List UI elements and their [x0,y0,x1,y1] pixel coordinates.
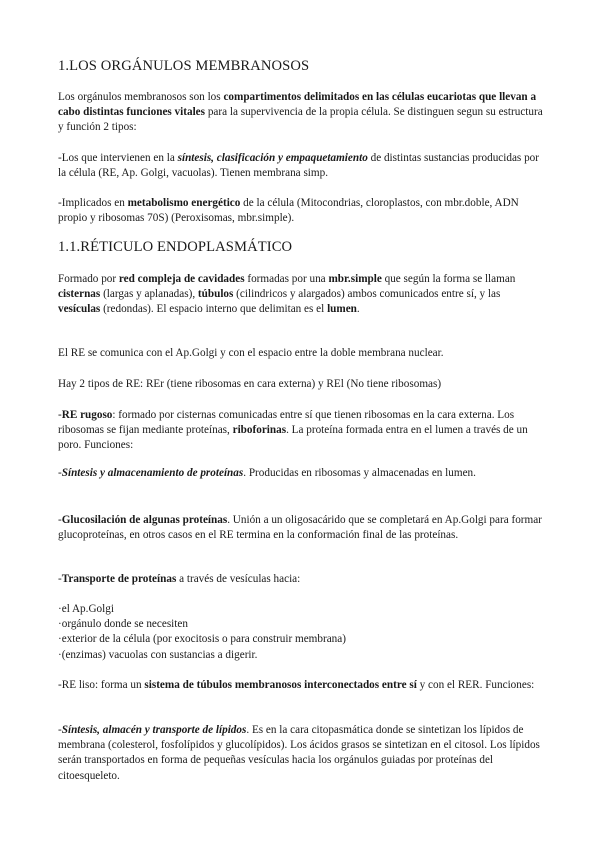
text-run: - [58,724,62,736]
bold-term: túbulos [197,288,234,301]
text-run: -Los que intervienen en la [58,152,178,164]
bold-term: sistema de túbulos membranosos interconectados entre sí [144,679,417,691]
text-run: para la supervivencia de la propia célula. Se distinguen segun su estructura y función 2 tipos: [58,106,543,134]
function-lipids-paragraph [58,723,544,784]
bold-term: cisternas [58,288,101,301]
bold-term: Transporte de proteínas [61,573,177,585]
rer-paragraph [58,408,544,454]
subsection-title: 1.1.RÉTICULO ENDOPLASMÁTICO [58,239,293,255]
bold-term: RE rugoso [61,409,113,421]
list-item: ·exterior de la célula (por exocitosis o para construir membrana) [58,633,346,646]
function-transport-paragraph [58,572,544,587]
bold-term: Síntesis, almacén y transporte de lípidos [61,724,247,736]
text-run: - [58,467,62,479]
type2-paragraph [58,196,544,226]
text-run: - [58,573,62,585]
text-run: - [58,409,62,421]
bold-term: Síntesis y almacenamiento de proteínas [61,467,244,479]
bold-term: compartimentos delimitados en las células eucariotas que llevan a cabo distintas funciones vitales [58,91,537,119]
re-connection-paragraph: El RE se comunica con el Ap.Golgi y con el espacio entre la doble membrana nuclear. [58,347,444,359]
text-run: : formado por cisternas comunicadas entre sí que tienen ribosomas en la cara externa. Los ribosomas se fijan mediante proteínas, [58,409,515,437]
text-run: Los orgánulos membranosos son los [58,91,224,103]
text-run: . Producidas en ribosomas y almacenadas en lumen. [243,467,476,479]
bold-term: Glucosilación de algunas proteínas [61,514,228,526]
text-run: de distintas sustancias producidas por la célula (RE, Ap. Golgi, vacuolas). Tienen membrana simp. [58,152,539,180]
text-run: . [356,303,360,316]
text-run: . Es en la cara citopasmática donde se sintetizan los lípidos de membrana (colesterol, fosfolípidos y glucolípidos). Los ácidos grasos se sintetizan en el citosol. Los lípidos serán transportados en forma de pequeñas vesículas hacia los orgánulos guiadas por proteínas del citoesqueleto. [58,724,540,782]
section-title: 1.LOS ORGÁNULOS MEMBRANOSOS [58,58,310,74]
function-glycosylation-paragraph [58,513,544,543]
bold-term: riboforinas [232,424,287,437]
text-run: (largas y aplanadas), [100,288,198,301]
type1-paragraph [58,151,544,181]
text-run: -RE liso: forma un [58,679,145,691]
function-synthesis-paragraph [58,466,544,481]
text-run: Formado por [58,273,119,285]
text-run: -Implicados en [58,197,128,209]
bold-term: síntesis, clasificación y empaquetamiento [177,152,368,164]
text-run: . Unión a un oligosacárido que se completará en Ap.Golgi para formar glucoproteínas, en otros casos en el RE termina en la conformación final de las proteínas. [58,514,542,542]
list-item: ·orgánulo donde se necesiten [58,618,188,631]
text-run: (cilindricos y alargados) ambos comunicados entre sí, y las [233,288,501,301]
bold-term: red compleja de cavidades [118,273,245,285]
text-run: de la célula (Mitocondrias, cloroplastos, con mbr.doble, ADN propio y ribosomas 70S) (Peroxisomas, mbr.simple). [58,197,519,225]
re-description-paragraph [58,272,544,318]
rel-paragraph [58,678,544,693]
text-run: - [58,514,62,526]
text-run: que según la forma se llaman [381,273,516,285]
bold-term: mbr.simple [328,273,382,285]
re-types-paragraph: Hay 2 tipos de RE: REr (tiene ribosomas en cara externa) y REl (No tiene ribosomas) [58,378,442,390]
list-item: ·(enzimas) vacuolas con sustancias a digerir. [58,648,258,661]
bold-term: lumen [327,303,357,316]
list-item: ·el Ap.Golgi [58,603,114,615]
bold-term: vesículas [58,303,101,316]
intro-paragraph [58,90,544,136]
text-run: y con el RER. Funciones: [416,679,535,691]
text-run: . La proteína formada entra en el lumen a través de un poro. Funciones: [58,424,528,452]
bold-term: metabolismo energético [127,197,241,209]
destination-list [58,602,544,663]
text-run: (redondas). El espacio interno que delimitan es el [100,303,328,316]
text-run: formadas por una [244,273,329,285]
text-run: a través de vesículas hacia: [176,573,301,585]
